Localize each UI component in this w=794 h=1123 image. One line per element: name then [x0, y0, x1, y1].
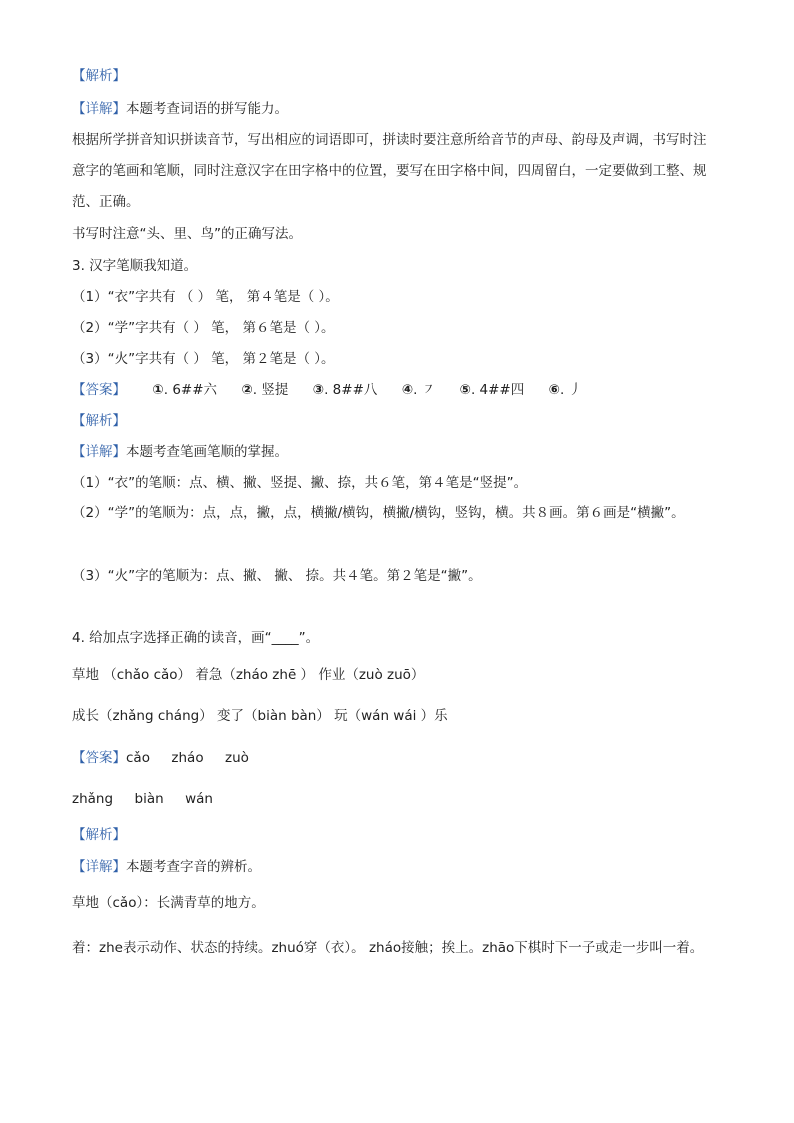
answer-item-6 [549, 380, 583, 400]
answer-item-4 [402, 380, 436, 400]
answer-item-1 [152, 380, 217, 400]
answer-item-2 [241, 380, 288, 400]
detail-tag-1: 【详解】 [72, 101, 126, 117]
question-4-answer-line-2: zhǎng biàn wán [72, 791, 213, 807]
detail-text-1: 本题考查词语的拼写能力。 [126, 101, 288, 117]
question-4-row-1: 草地 （chǎo cǎo） 着急（zháo zhē ） 作业（zuò zuō） [72, 667, 425, 683]
detail-tag-4: 【详解】 [72, 859, 126, 875]
explanation-paragraph-2: 书写时注意“头、里、鸟”的正确写法。 [72, 226, 302, 242]
answer-value-6: . 丿 [559, 382, 583, 398]
analysis-heading-1: 【解析】 [72, 68, 126, 84]
answer-value-1: . 6##六 [163, 382, 218, 398]
analysis-heading-4: 【解析】 [72, 827, 126, 843]
answer-item-5 [460, 380, 525, 400]
explanation-paragraph-1: 根据所学拼音知识拼读音节，写出相应的词语即可，拼读时要注意所给音节的声母、韵母及声调，书写时注意字的笔画和笔顺，同时注意汉字在田字格中的位置，要写在田字格中间，四周留白，一定要做到工整、规范、正确。 [72, 132, 707, 210]
explain-3-3: （3）“火”字的笔顺为：点、撇、 撇、 捺。共４笔。第２笔是“撇”。 [72, 568, 482, 584]
answer-value-4: . ㇇ [413, 382, 436, 398]
detail-line-1 [72, 99, 288, 119]
explain-4-1: 草地（cǎo）：长满青草的地方。 [72, 895, 265, 911]
detail-line-4 [72, 857, 261, 877]
answer-number-3: ③ [312, 382, 325, 398]
answer-value-2: . 竖提 [252, 382, 289, 398]
answer-number-4: ④ [401, 382, 414, 398]
question-4-title: 4. 给加点字选择正确的读音，画“____”。 [72, 630, 320, 646]
question-3-item-2: （2）“学”字共有（ ） 笔， 第６笔是（ ）。 [72, 320, 335, 336]
question-3-answer-row [72, 380, 602, 400]
question-3-title: 3. 汉字笔顺我知道。 [72, 258, 198, 274]
question-3-item-1: （1）“衣”字共有 （ ） 笔， 第４笔是（ ）。 [72, 289, 339, 305]
answer-tag-3: 【答案】 [72, 382, 126, 398]
explain-3-2: （2）“学”的笔顺为：点，点，撇，点，横撇/横钩，横撇/横钩，竖钩，横。共８画。第６画是“横撇”。 [72, 505, 685, 521]
detail-line-3 [72, 442, 288, 462]
answer-number-5: ⑤ [459, 382, 471, 398]
detail-tag-3: 【详解】 [72, 444, 126, 460]
question-4-answer-line-1 [72, 748, 249, 768]
answer-tag-4: 【答案】 [72, 750, 126, 766]
analysis-heading-3: 【解析】 [72, 413, 126, 429]
explain-4-2: 着：zhe表示动作、状态的持续。zhuó穿（衣）。 zháo接触；挨上。zhāo下棋时下一子或走一步叫一着。 [72, 940, 704, 956]
question-3-item-3: （3）“火”字共有（ ） 笔， 第２笔是（ ）。 [72, 351, 335, 367]
answer-text-4-1: cǎo zháo zuò [126, 750, 249, 766]
detail-text-3: 本题考查笔画笔顺的掌握。 [126, 444, 288, 460]
detail-text-4: 本题考查字音的辨析。 [126, 859, 261, 875]
answer-number-1: ① [152, 382, 164, 398]
answer-number-6: ⑥ [548, 382, 560, 398]
answer-number-2: ② [241, 382, 253, 398]
answer-value-5: . 4##四 [470, 382, 525, 398]
question-4-row-2: 成长（zhǎng cháng） 变了（biàn bàn） 玩（wán wái ）乐 [72, 708, 448, 724]
explain-3-1: （1）“衣”的笔顺：点、横、撇、竖提、撇、捺，共６笔，第４笔是“竖提”。 [72, 475, 528, 491]
answer-item-3 [313, 380, 378, 400]
answer-value-3: . 8##八 [324, 382, 378, 398]
